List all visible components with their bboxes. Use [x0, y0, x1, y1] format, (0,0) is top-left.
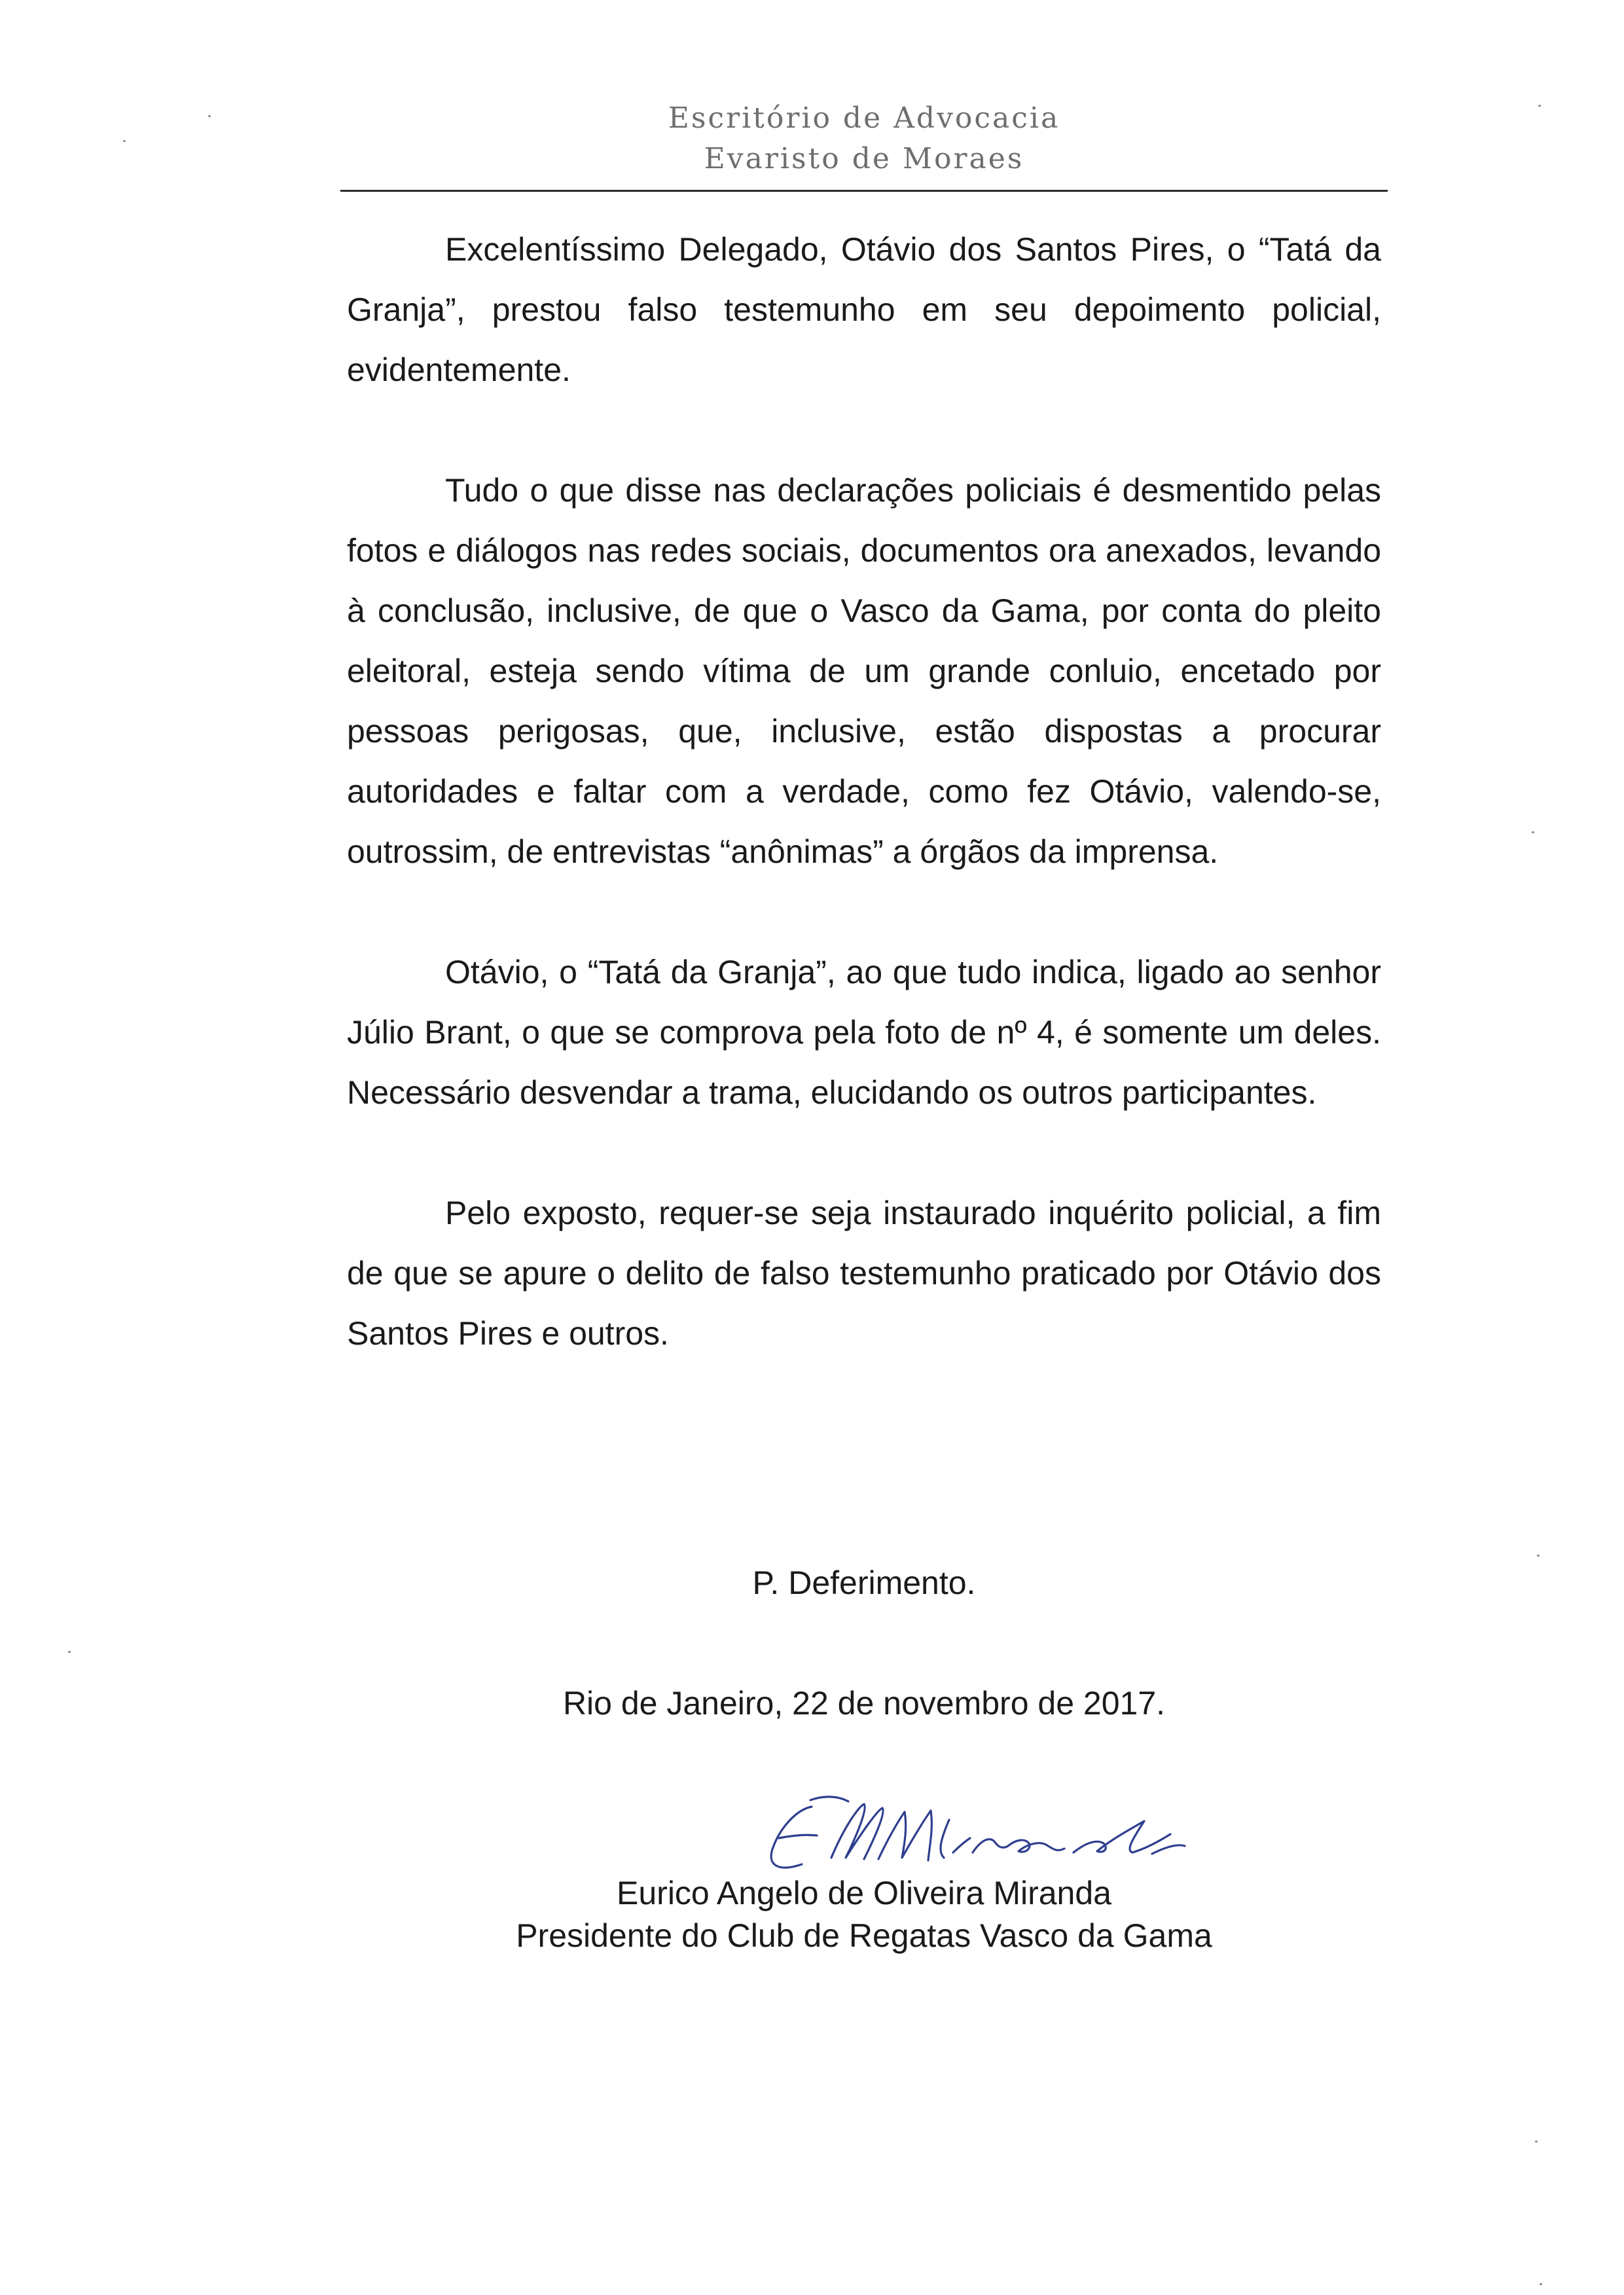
- place-and-date: Rio de Janeiro, 22 de novembro de 2017.: [562, 1685, 1166, 1722]
- paragraph-1: Excelentíssimo Delegado, Otávio dos Santos Pires, o “Tatá da Granja”, prestou falso testemunho em seu depoimento policial, evidentemente.: [347, 231, 1381, 388]
- scan-speck: [123, 140, 126, 142]
- scan-speck: [68, 1651, 71, 1653]
- letterhead-divider: [340, 190, 1388, 192]
- signer-name: Eurico Angelo de Oliveira Miranda: [617, 1875, 1111, 1911]
- scan-speck: [1535, 2141, 1538, 2142]
- paragraph-2: Tudo o que disse nas declarações policiais é desmentido pelas fotos e diálogos nas redes sociais, documentos ora anexados, levando à conclusão, inclusive, de que o Vasco da Gama, por conta do pleito eleitoral, esteja sendo vítima de um grande conluio, encetado por pessoas perigosas, que, inclusive, estão dispostas a procurar autoridades e faltar com a verdade, como fez Otávio, valendo-se, outrossim, de entrevistas “anônimas” a órgãos da imprensa.: [347, 472, 1381, 870]
- handwritten-signature: [733, 1780, 1218, 1885]
- scan-speck: [1540, 2283, 1542, 2285]
- closing-deferimento: P. Deferimento.: [752, 1564, 976, 1601]
- scan-speck: [1538, 105, 1541, 107]
- letterhead-lawyer-name: Evaristo de Moraes: [704, 142, 1024, 175]
- signature-strokes: [771, 1797, 1185, 1868]
- paragraph-4: Pelo exposto, requer-se seja instaurado inquérito policial, a fim de que se apure o delito de falso testemunho praticado por Otávio dos Santos Pires e outros.: [347, 1195, 1381, 1352]
- signer-title: Presidente do Club de Regatas Vasco da Gama: [516, 1917, 1212, 1954]
- scan-speck: [1537, 1555, 1540, 1557]
- letter-body: [347, 219, 1381, 1424]
- scan-speck: [1532, 831, 1534, 833]
- scan-speck: [208, 115, 211, 117]
- paragraph-3: Otávio, o “Tatá da Granja”, ao que tudo indica, ligado ao senhor Júlio Brant, o que se comprova pela foto de nº 4, é somente um deles. Necessário desvendar a trama, elucidando os outros participantes.: [347, 954, 1381, 1111]
- letterhead: [340, 98, 1388, 179]
- letterhead-firm-name: Escritório de Advocacia: [668, 101, 1060, 135]
